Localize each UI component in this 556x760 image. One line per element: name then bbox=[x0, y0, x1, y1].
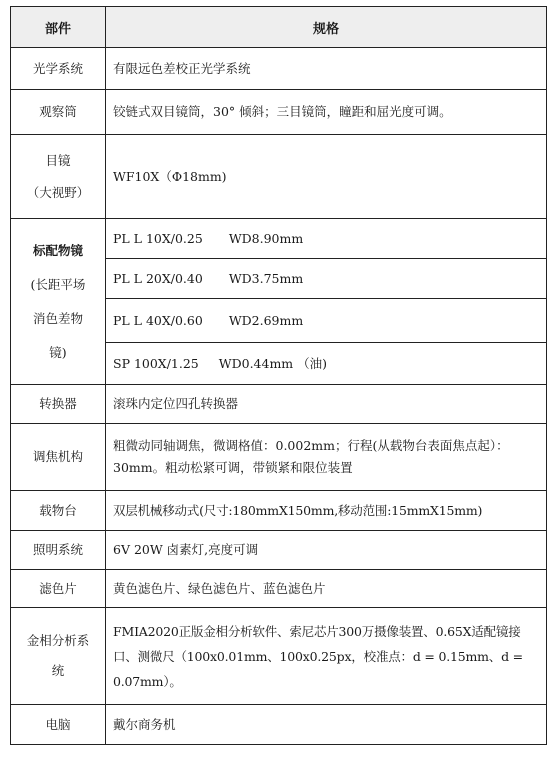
spec-value: 戴尔商务机 bbox=[106, 705, 547, 745]
category-label: 照明系统 bbox=[32, 542, 83, 557]
category-label: 转换器 bbox=[39, 396, 77, 411]
category-label: (长距平场 bbox=[30, 276, 86, 292]
table-row bbox=[11, 608, 547, 705]
table-row bbox=[11, 90, 547, 135]
spec-table bbox=[10, 6, 547, 745]
objective-wd: WD0.44mm （油) bbox=[218, 355, 328, 371]
category-label: 金相分析系 bbox=[26, 633, 90, 648]
header-spec: 规格 bbox=[106, 7, 547, 48]
category-label: 镜) bbox=[49, 344, 67, 360]
objective-wd: WD3.75mm bbox=[228, 270, 304, 286]
objective-name: PL L 40X/0.60 bbox=[113, 312, 203, 328]
category-label: 标配物镜 bbox=[32, 242, 83, 258]
category-cell bbox=[11, 608, 106, 705]
table-row bbox=[11, 219, 547, 259]
category-label: 统 bbox=[51, 663, 65, 678]
objective-name: PL L 20X/0.40 bbox=[113, 270, 203, 286]
category-label: 光学系统 bbox=[32, 60, 83, 76]
objective-wd: WD2.69mm bbox=[228, 312, 304, 328]
table-row bbox=[11, 385, 547, 424]
header-row bbox=[11, 7, 547, 48]
table-row bbox=[11, 570, 547, 608]
table-row bbox=[11, 424, 547, 491]
category-cell bbox=[11, 90, 106, 135]
objective-name: SP 100X/1.25 bbox=[113, 355, 199, 371]
spec-value: WF10X（Φ18mm) bbox=[106, 135, 547, 219]
spec-value: 6V 20W 卤素灯,亮度可调 bbox=[106, 531, 547, 570]
category-cell bbox=[11, 424, 106, 491]
table-row bbox=[11, 491, 547, 531]
category-cell bbox=[11, 385, 106, 424]
objective-name: PL L 10X/0.25 bbox=[113, 230, 203, 246]
category-label: 消色差物 bbox=[32, 310, 83, 326]
category-label: 观察筒 bbox=[39, 104, 77, 119]
spec-value: 有限远色差校正光学系统 bbox=[106, 48, 547, 90]
category-label: （大视野） bbox=[26, 184, 90, 200]
category-cell bbox=[11, 491, 106, 531]
category-cell bbox=[11, 570, 106, 608]
category-cell bbox=[11, 48, 106, 90]
category-label: 滤色片 bbox=[39, 580, 77, 596]
spec-value: 铰链式双目镜筒，30° 倾斜；三目镜筒，瞳距和屈光度可调。 bbox=[106, 90, 547, 135]
category-cell bbox=[11, 135, 106, 219]
category-label: 载物台 bbox=[39, 502, 77, 518]
spec-value: 双层机械移动式(尺寸:180mmX150mm,移动范围:15mmX15mm) bbox=[106, 491, 547, 531]
objective-row bbox=[106, 299, 547, 343]
objective-row bbox=[106, 259, 547, 299]
header-part: 部件 bbox=[11, 7, 106, 48]
spec-value: 黄色滤色片、绿色滤色片、蓝色滤色片 bbox=[106, 570, 547, 608]
spec-value: 滚珠内定位四孔转换器 bbox=[106, 385, 547, 424]
objective-wd: WD8.90mm bbox=[228, 230, 304, 246]
table-row bbox=[11, 705, 547, 745]
table-row bbox=[11, 48, 547, 90]
category-label: 目镜 bbox=[45, 152, 71, 168]
spec-value: 粗微动同轴调焦，微调格值：0.002mm；行程(从载物台表面焦点起）：30mm。粗动松紧可调，带锁紧和限位装置 bbox=[106, 424, 547, 491]
category-cell bbox=[11, 219, 106, 385]
category-cell bbox=[11, 705, 106, 745]
category-label: 调焦机构 bbox=[32, 449, 83, 464]
table-row bbox=[11, 531, 547, 570]
objective-row bbox=[106, 219, 547, 259]
spec-value: FMIA2020正版金相分析软件、索尼芯片300万摄像装置、0.65X适配镜接口、测微尺（100x0.01mm、100x0.25px，校准点：d = 0.15mm、d = 0.07mm）。 bbox=[106, 608, 547, 705]
category-label: 电脑 bbox=[45, 716, 71, 732]
category-cell bbox=[11, 531, 106, 570]
objective-row bbox=[106, 343, 547, 385]
table-row bbox=[11, 135, 547, 219]
